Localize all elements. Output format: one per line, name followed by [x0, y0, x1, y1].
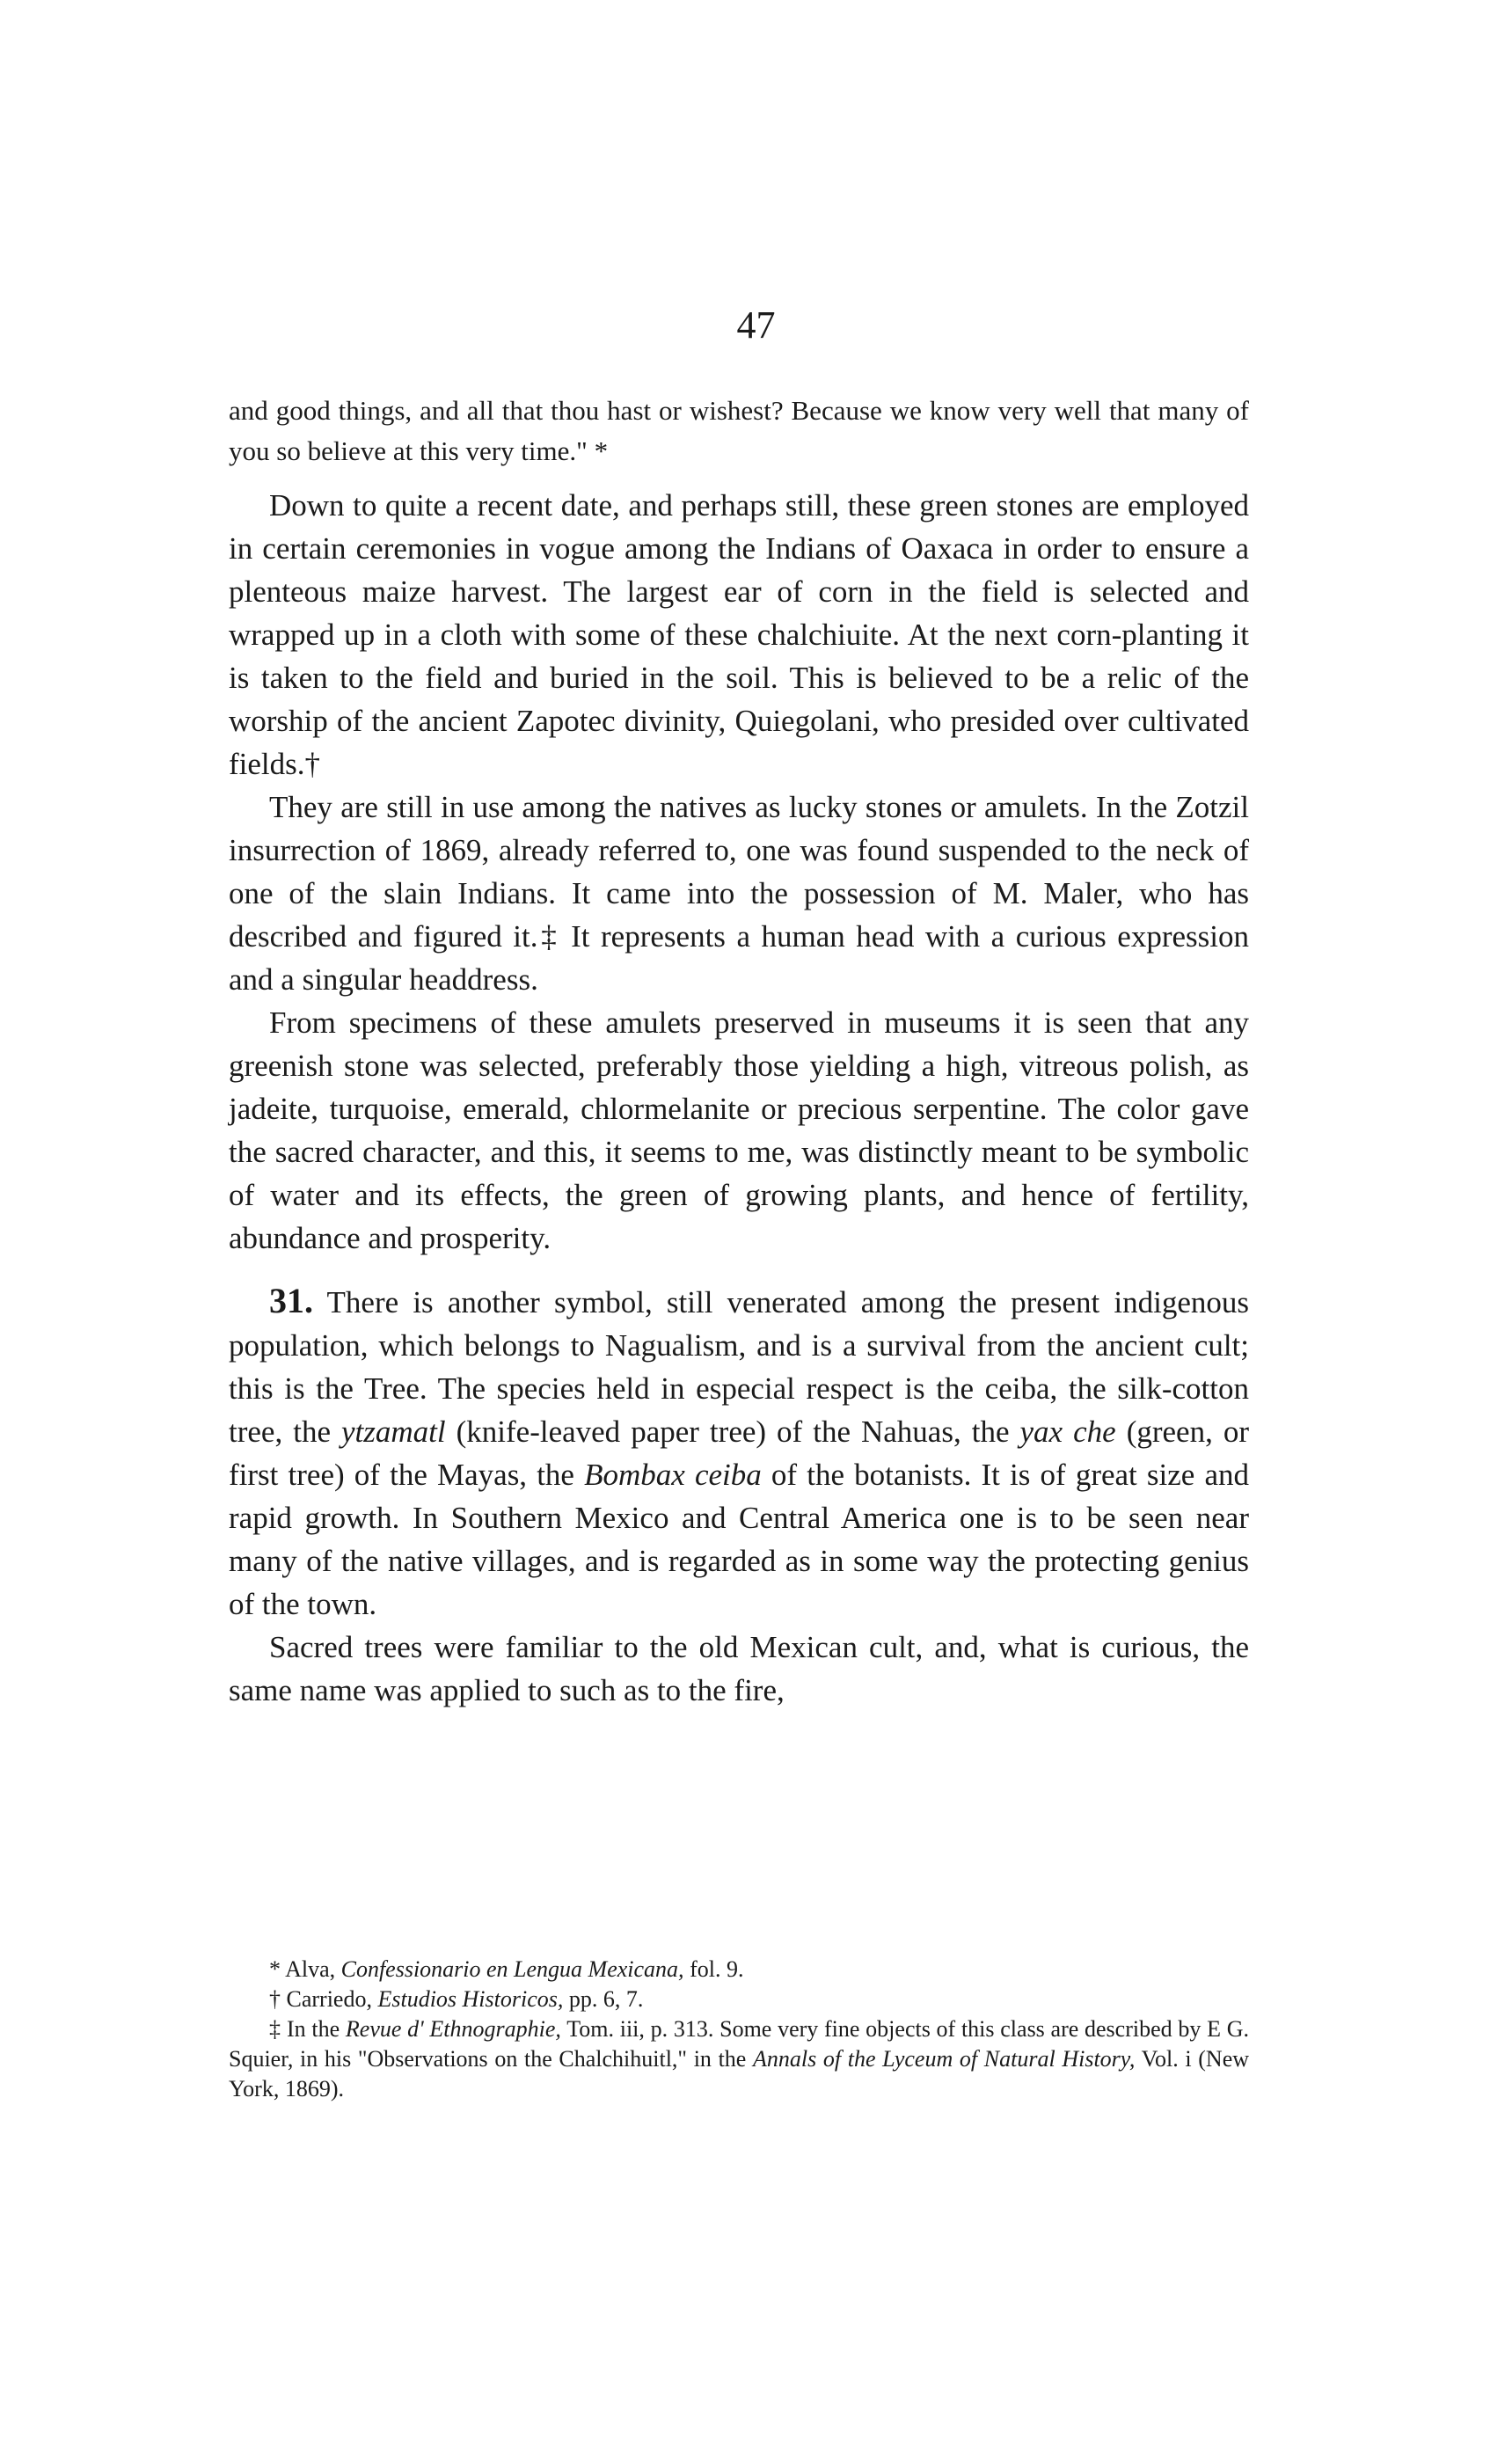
body-text [229, 391, 1249, 1712]
footnote-2-mark: † Carriedo, [269, 1986, 372, 2012]
section-31-paragraph [229, 1279, 1249, 1626]
paragraph-continuation: and good things, and all that thou hast or wishest? Because we know very well that many of you so believe at this very time." * [229, 395, 1249, 466]
footnotes [229, 1955, 1249, 2104]
footnote-1-mark: * Alva, [269, 1956, 336, 1982]
term-ytzamatl: ytzamatl [341, 1414, 446, 1449]
footnote-2 [229, 1985, 1249, 2014]
footnote-3-mid: Tom. iii, p. 313. Some very fine objects of this class are described by E G. Squier, in his "Observations on the Chalchihuitl," in the [229, 2016, 1250, 2072]
paragraph-lucky-stones: They are still in use among the natives as lucky stones or amulets. In the Zotzil insurrection of 1869, already referred to, one was found suspended to the neck of one of the slain Indians. It came into the possession of M. Maler, who has described and figured it.‡ It represents a human head with a curious expression and a singular headdress. [229, 790, 1249, 997]
footnote-3-rest: Vol. i (New York, 1869). [229, 2046, 1250, 2101]
footnote-2-rest: pp. 6, 7. [568, 1986, 644, 2012]
footnote-3-mark: ‡ In the [269, 2016, 340, 2042]
section-number: 31. [269, 1281, 313, 1320]
section-text-d: of the botanists. It is of great size and rapid growth. In Southern Mexico and Central America one is to be seen near many of the native villages, and is regarded as in some way the protecting genius of the town. [229, 1458, 1250, 1621]
page-number: 47 [736, 303, 776, 347]
term-bombax-ceiba: Bombax ceiba [584, 1458, 762, 1492]
footnote-2-title: Estudios Historicos, [377, 1986, 564, 2012]
footnote-3-title2: Annals of the Lyceum of Natural History, [753, 2046, 1136, 2072]
paragraph-green-stones-ceremonies: Down to quite a recent date, and perhaps still, these green stones are employed in certain ceremonies in vogue among the Indians of Oaxaca in order to ensure a plenteous maize harvest. The largest ear of corn in the field is selected and wrapped up in a cloth with some of these chalchiuite. At the next corn-planting it is taken to the field and buried in the soil. This is believed to be a relic of the worship of the ancient Zapotec divinity, Quiegolani, who presided over cultivated fields.† [229, 488, 1249, 781]
footnote-1-title: Confessionario en Lengua Mexicana, [340, 1956, 684, 1982]
section-text-c: (green, or first tree) of the Mayas, the [229, 1414, 1249, 1492]
section-text-b: (knife-leaved paper tree) of the Nahuas, the [456, 1414, 1010, 1449]
footnote-3-title: Revue d' Ethnographie, [345, 2016, 561, 2042]
footnote-1 [229, 1955, 1249, 1985]
footnote-1-rest: fol. 9. [690, 1956, 744, 1982]
paragraph-sacred-trees: Sacred trees were familiar to the old Mexican cult, and, what is curious, the same name was applied to such as to the fire, [229, 1630, 1249, 1707]
footnote-3 [229, 2014, 1249, 2104]
section-text-a: There is another symbol, still venerated among the present indigenous population, which belongs to Nagualism, and is a survival from the ancient cult; this is the Tree. The species held in especial respect is the ceiba, the silk-cotton tree, the [229, 1285, 1249, 1449]
term-yax-che: yax che [1019, 1414, 1116, 1449]
paragraph-amulet-specimens: From specimens of these amulets preserved in museums it is seen that any greenish stone was selected, preferably those yielding a high, vitreous polish, as jadeite, turquoise, emerald, chlormelanite or precious serpentine. The color gave the sacred character, and this, it seems to me, was distinctly meant to be symbolic of water and its effects, the green of growing plants, and hence of fertility, abundance and prosperity. [229, 1005, 1249, 1255]
